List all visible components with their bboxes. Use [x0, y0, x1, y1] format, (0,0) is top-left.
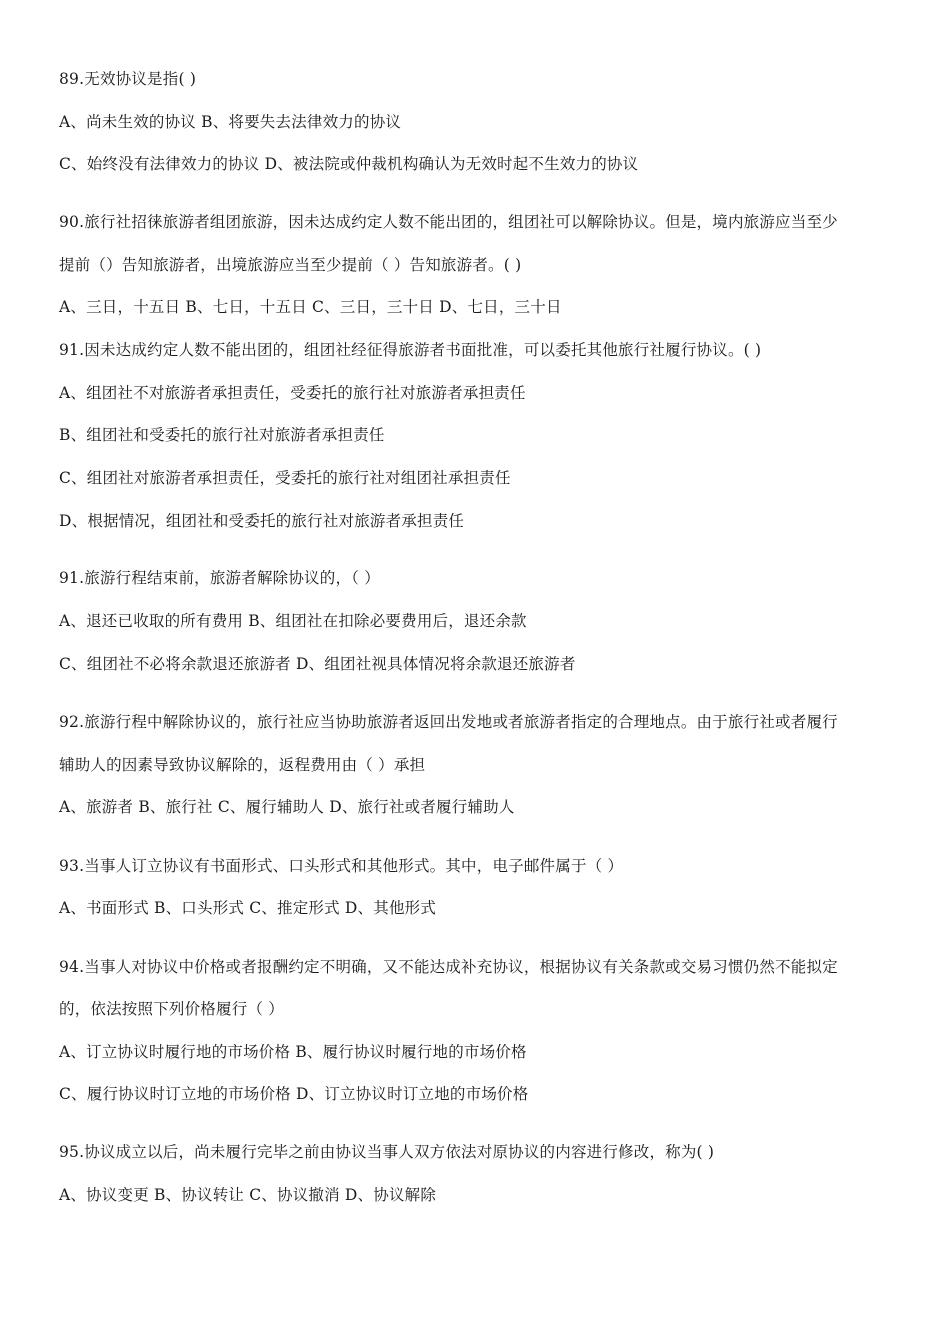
question-94-options-ab: A、订立协议时履行地的市场价格 B、履行协议时履行地的市场价格: [59, 1043, 527, 1061]
question-94-stem-line1: 94.当事人对协议中价格或者报酬约定不明确，又不能达成补充协议，根据协议有关条款或交易习惯仍然不能拟定: [59, 958, 838, 976]
question-91a-option-b: B、组团社和受委托的旅行社对旅游者承担责任: [59, 426, 385, 444]
question-92-stem-line2: 辅助人的因素导致协议解除的，返程费用由（ ）承担: [59, 756, 426, 774]
question-94-stem-line2: 的，依法按照下列价格履行（ ）: [59, 1000, 284, 1018]
question-92-stem-line1: 92.旅游行程中解除协议的，旅行社应当协助旅游者返回出发地或者旅游者指定的合理地点。由于旅行社或者履行: [59, 713, 838, 731]
question-95-options: A、协议变更 B、协议转让 C、协议撤消 D、协议解除: [59, 1186, 437, 1204]
question-92-options: A、旅游者 B、旅行社 C、履行辅助人 D、旅行社或者履行辅助人: [59, 798, 515, 816]
question-89-options-ab: A、尚未生效的协议 B、将要失去法律效力的协议: [59, 113, 402, 131]
question-93-stem: 93.当事人订立协议有书面形式、口头形式和其他形式。其中，电子邮件属于（ ）: [59, 857, 624, 875]
question-91b-stem: 91.旅游行程结束前，旅游者解除协议的，（ ）: [59, 569, 380, 587]
question-91b-options-cd: C、组团社不必将余款退还旅游者 D、组团社视具体情况将余款退还旅游者: [59, 655, 576, 673]
question-91a-stem: 91.因未达成约定人数不能出团的，组团社经征得旅游者书面批准，可以委托其他旅行社履行协议。( ): [59, 341, 762, 359]
question-91a-option-c: C、组团社对旅游者承担责任，受委托的旅行社对组团社承担责任: [59, 469, 511, 487]
question-94-options-cd: C、履行协议时订立地的市场价格 D、订立协议时订立地的市场价格: [59, 1085, 529, 1103]
question-91a-option-a: A、组团社不对旅游者承担责任，受委托的旅行社对旅游者承担责任: [59, 384, 526, 402]
question-95-stem: 95.协议成立以后，尚未履行完毕之前由协议当事人双方依法对原协议的内容进行修改，称为( ): [59, 1143, 715, 1161]
question-91a-option-d: D、根据情况，组团社和受委托的旅行社对旅游者承担责任: [59, 512, 465, 530]
question-89-options-cd: C、始终没有法律效力的协议 D、被法院或仲裁机构确认为无效时起不生效力的协议: [59, 155, 639, 173]
question-89-stem: 89.无效协议是指( ): [59, 70, 197, 88]
question-90-options: A、三日，十五日 B、七日，十五日 C、三日，三十日 D、七日，三十日: [59, 298, 562, 316]
question-93-options: A、书面形式 B、口头形式 C、推定形式 D、其他形式: [59, 899, 437, 917]
question-90-stem-line1: 90.旅行社招徕旅游者组团旅游，因未达成约定人数不能出团的，组团社可以解除协议。但是，境内旅游应当至少: [59, 213, 838, 231]
question-91b-options-ab: A、退还已收取的所有费用 B、组团社在扣除必要费用后，退还余款: [59, 612, 527, 630]
question-90-stem-line2: 提前（）告知旅游者，出境旅游应当至少提前（ ）告知旅游者。( ): [59, 256, 522, 274]
